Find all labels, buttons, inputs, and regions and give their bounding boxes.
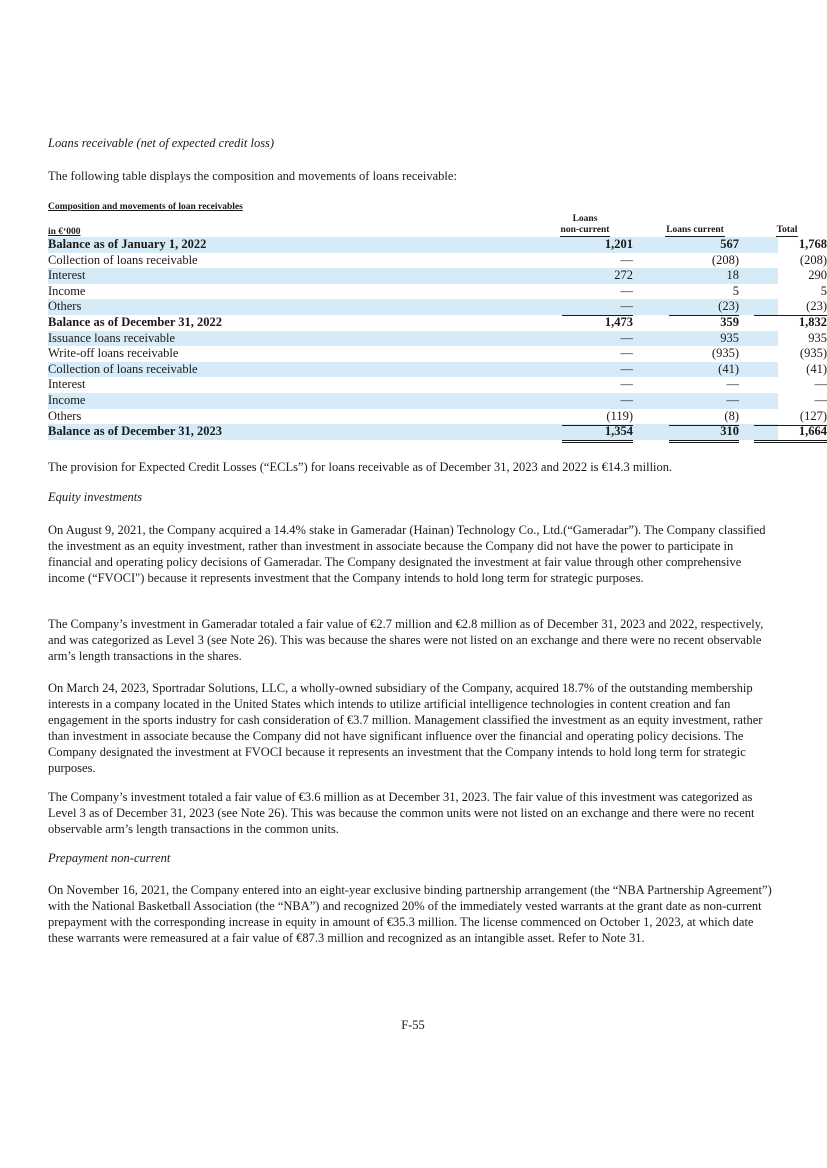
loans-heading: Loans receivable (net of expected credit loss) (48, 136, 275, 150)
cell-current: (208) (711, 252, 739, 267)
double-rule (669, 440, 739, 443)
table-header (48, 212, 798, 237)
row-label: Balance as of January 1, 2022 (48, 237, 207, 251)
table-row (48, 237, 827, 253)
row-label: Interest (48, 377, 86, 392)
row-label: Balance as of December 31, 2023 (48, 424, 223, 439)
cell-current: (23) (718, 299, 739, 314)
cell-noncurrent: — (620, 252, 633, 267)
equity-para-3: On March 24, 2023, Sportradar Solutions, LLC, a wholly-owned subsidiary of the Company, acquired 18.7% of the outstanding membership interests in a company located in the United States which intends to utilize artificial intelligence technologies in content creation and fan engagement in the sports industry for cash consideration of €3.7 million. Management classified the investment as an equity investment, rather than investment in associate because the Company did not have significant influence over the financial and operating policy decisions. The Company designated the investment at FVOCI because it represents an investment that the Company intends to hold long term for strategic purposes. (48, 681, 763, 775)
table-unit: in €‘000 (48, 227, 81, 237)
row-label: Others (48, 408, 82, 423)
cell-noncurrent: — (620, 392, 633, 407)
table-row (48, 424, 827, 440)
cell-noncurrent: 1,201 (604, 237, 633, 251)
row-label: Balance as of December 31, 2022 (48, 314, 223, 329)
cell-current: (41) (718, 361, 739, 376)
rule (754, 315, 827, 316)
cell-noncurrent: — (620, 361, 633, 376)
rule (562, 425, 633, 426)
cell-noncurrent: 272 (614, 268, 633, 283)
row-label: Issuance loans receivable (48, 330, 176, 345)
col-header-total: Total (776, 225, 798, 235)
cell-current: 567 (720, 237, 739, 251)
equity-para-2: The Company’s investment in Gameradar totaled a fair value of €2.7 million and €2.8 million as of December 31, 2023 and 2022, respectively, and was categorized as Level 3 (see Note 26). This was because the shares were not listed on an exchange and there were no recent observable arm’s length transactions in the shares. (48, 617, 764, 663)
loans-intro: The following table displays the composition and movements of loans receivable: (48, 169, 457, 183)
table-row (48, 330, 827, 347)
cell-noncurrent: — (620, 283, 633, 298)
col-noncurrent-line1: Loans (572, 214, 598, 224)
cell-noncurrent: — (620, 330, 633, 345)
cell-noncurrent: 1,354 (604, 424, 633, 439)
provision-text: The provision for Expected Credit Losses (“ECLs”) for loans receivable as of December 31, 2023 and 2022 is €14.3 million. (48, 460, 673, 474)
cell-total: (41) (806, 361, 827, 376)
row-label: Interest (48, 268, 86, 283)
table-row (48, 361, 827, 378)
table-row (48, 408, 827, 425)
table-row (48, 268, 827, 284)
rule (669, 315, 739, 316)
cell-total: — (814, 377, 827, 392)
cell-noncurrent: — (620, 377, 633, 392)
cell-current: 935 (720, 330, 739, 345)
cell-total: (127) (799, 408, 827, 423)
col-header-current: Loans current (666, 225, 724, 235)
double-rule (754, 440, 827, 443)
row-label: Write-off loans receivable (48, 346, 179, 361)
cell-total: — (814, 392, 827, 407)
double-rule (562, 440, 633, 443)
table-row (48, 252, 827, 269)
table-title: Composition and movements of loan receivables (48, 202, 243, 212)
row-label: Income (48, 283, 86, 298)
cell-total: 5 (820, 283, 827, 298)
cell-total: 935 (808, 330, 827, 345)
table-row (48, 377, 827, 393)
cell-total: (23) (806, 299, 827, 314)
cell-current: — (726, 392, 739, 407)
cell-total: (208) (799, 252, 827, 267)
cell-noncurrent: 1,473 (604, 314, 633, 329)
cell-current: — (726, 377, 739, 392)
rule (754, 425, 827, 426)
table-row (48, 299, 827, 315)
cell-current: 310 (720, 424, 739, 439)
cell-current: (8) (724, 408, 739, 423)
cell-current: 18 (726, 268, 739, 283)
cell-total: 1,768 (798, 237, 827, 251)
cell-noncurrent: — (620, 346, 633, 361)
table-body (48, 237, 827, 440)
page-number: F-55 (401, 1018, 425, 1032)
table-row (48, 346, 827, 362)
cell-noncurrent: — (620, 299, 633, 314)
cell-total: (935) (799, 346, 827, 361)
row-label: Income (48, 392, 86, 407)
table-row (48, 392, 827, 409)
cell-current: 359 (720, 314, 739, 329)
rule (562, 315, 633, 316)
row-label: Collection of loans receivable (48, 361, 198, 376)
rule (669, 425, 739, 426)
cell-current: (935) (711, 346, 739, 361)
prepayment-heading: Prepayment non-current (48, 851, 171, 865)
prepayment-para: On November 16, 2021, the Company entered into an eight-year exclusive binding partnership arrangement (the “NBA Partnership Agreement”) with the National Basketball Association (the “NBA”) and recognized 20% of the immediately vested warrants at the grant date as non-current prepayment with the corresponding increase in equity in amount of €35.3 million. The license commenced on October 1, 2023, at which date these warrants were remeasured at a fair value of €87.3 million and recognized as an intangible asset. Refer to Note 31. (48, 883, 772, 945)
table-row (48, 283, 827, 300)
cell-current: 5 (732, 283, 739, 298)
equity-heading: Equity investments (48, 490, 143, 504)
col-header-noncurrent (537, 214, 633, 237)
cell-total: 1,832 (798, 314, 827, 329)
equity-para-1: On August 9, 2021, the Company acquired a 14.4% stake in Gameradar (Hainan) Technology Co., Ltd.(“Gameradar”). The Company classified the investment as an equity investment, rather than investment in associate because the Company did not have the power to participate in financial and operating policy decisions of Gameradar. The Company designated the investment at fair value through other comprehensive income (“FVOCI") because it represents investment that the Company intends to hold long term for strategic purposes. (48, 523, 766, 585)
cell-noncurrent: (119) (606, 408, 633, 423)
equity-para-4: The Company’s investment totaled a fair value of €3.6 million as at December 31, 2023. The fair value of this investment was categorized as Level 3 as of December 31, 2023 (see Note 26). This was because the common units were not listed on an exchange and there were no recent observable arm’s length transactions in the common units. (48, 790, 755, 836)
cell-total: 1,664 (798, 424, 827, 439)
table-row (48, 314, 827, 331)
row-label: Others (48, 299, 82, 314)
row-label: Collection of loans receivable (48, 252, 198, 267)
col-noncurrent-line2: non-current (560, 225, 610, 235)
cell-total: 290 (808, 268, 827, 283)
